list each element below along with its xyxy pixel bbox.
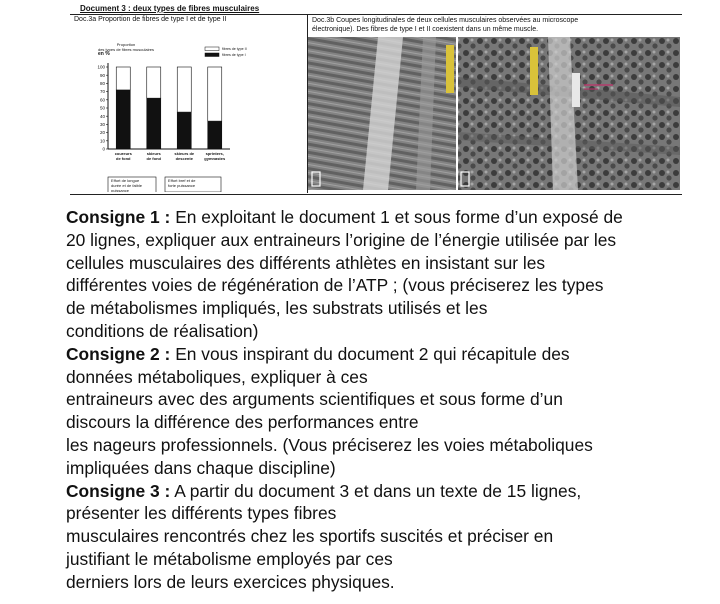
- consigne-2-line: données métaboliques, expliquer à ces: [66, 366, 368, 387]
- consigne-3-line: présenter les différents types fibres: [66, 503, 337, 524]
- micrograph-photos: [308, 37, 680, 192]
- y-axis-label: Proportion: [116, 42, 136, 47]
- consigne-1-line: conditions de réalisation): [66, 320, 259, 341]
- consigne-2-first-line: [66, 343, 706, 366]
- y-tick-label: 30: [99, 122, 105, 127]
- x-tick-label: sprinters,: [205, 151, 224, 156]
- x-tick-label: de fond: [116, 156, 131, 161]
- x-tick-label: coureurs: [114, 151, 132, 156]
- consignes-text: [66, 206, 706, 594]
- y-tick-label: 100: [97, 64, 105, 70]
- x-tick-label: gymnastes: [204, 156, 226, 161]
- legend-label: fibres de type II: [222, 47, 247, 52]
- bar-type-1: [177, 112, 191, 149]
- consigne-2-line: impliquées dans chaque discipline): [66, 457, 336, 478]
- bar-type-2: [147, 67, 161, 98]
- bar-type-2: [208, 67, 222, 121]
- doc3b-caption: [312, 16, 678, 34]
- y-axis-label: des types de fibres musculaires: [97, 47, 155, 52]
- y-tick-label: 80: [99, 81, 105, 86]
- y-tick-label: 60: [99, 97, 105, 103]
- x-tick-label: de fond: [146, 156, 161, 161]
- consigne-2-label: Consigne 2 :: [66, 343, 171, 364]
- consigne-1-first-line: [66, 206, 706, 229]
- annotation-text: Effort bref et de: [168, 178, 196, 183]
- consigne-3-first-line: [66, 480, 706, 503]
- y-tick-label: 20: [99, 130, 105, 136]
- annotation-text: Effort de longue: [111, 178, 140, 183]
- y-axis-unit: en %: [98, 51, 110, 57]
- annotation-text: forte puissance: [168, 183, 196, 188]
- bar-type-2: [116, 67, 130, 90]
- consigne-1-line: différentes voies de régénération de l’ATP ; (vous préciserez les types: [66, 275, 604, 296]
- consigne-2-text: En vous inspirant du document 2 qui récapitule des: [170, 343, 570, 364]
- y-tick-label: 50: [99, 105, 105, 111]
- legend-label: fibres de type I: [222, 53, 246, 58]
- y-tick-label: 40: [99, 113, 105, 119]
- consigne-1-line: cellules musculaires des différents athlètes en insistant sur les: [66, 252, 546, 273]
- y-tick-label: 90: [99, 72, 105, 78]
- annotation-text: durée et de faible: [111, 183, 142, 188]
- y-tick-label: 0: [102, 146, 105, 152]
- doc3b-caption-line: Doc.3b Coupes longitudinales de deux cellules musculaires observées au microscope: [312, 17, 579, 24]
- fiber-proportion-chart: [70, 26, 306, 192]
- consigne-1-line: de métabolismes impliqués, les substrats utilisés et les: [66, 298, 488, 319]
- consigne-1-label: Consigne 1 :: [66, 207, 171, 227]
- consigne-2-line: entraineurs avec des arguments scientifiques et sous forme d’un: [66, 389, 563, 410]
- x-tick-label: descente: [175, 156, 193, 161]
- bar-type-1: [147, 98, 161, 149]
- y-tick-label: 10: [99, 138, 105, 144]
- consigne-2-line: discours la différence des performances entre: [66, 412, 419, 433]
- bar-type-1: [208, 121, 222, 149]
- bar-type-1: [116, 90, 130, 149]
- consigne-3-line: musculaires rencontrés chez les sportifs suscités et préciser en: [66, 526, 554, 547]
- legend-swatch: [205, 47, 219, 51]
- y-tick-label: 70: [99, 89, 105, 95]
- micrograph-type-1: [308, 37, 456, 190]
- bar-type-2: [177, 67, 191, 112]
- x-tick-label: skieurs: [146, 151, 161, 156]
- consigne-3-line: derniers lors de leurs exercices physiques.: [66, 571, 395, 592]
- document-title: Document 3 : deux types de fibres musculaires: [80, 4, 260, 13]
- consigne-1-line: 20 lignes, expliquer aux entraineurs l’origine de l’énergie utilisée par les: [66, 229, 617, 250]
- annotation-text: puissance: [111, 188, 130, 192]
- micrograph-type-2: [458, 37, 680, 190]
- consigne-1-text: En exploitant le document 1 et sous forme d’un exposé de: [170, 207, 623, 227]
- x-tick-label: skieurs de: [174, 151, 195, 156]
- doc3a-caption: Doc.3a Proportion de fibres de type I et de type II: [74, 16, 227, 23]
- document-3-panel: [70, 4, 682, 193]
- consigne-2-line: les nageurs professionnels. (Vous préciserez les voies métaboliques: [66, 434, 593, 455]
- consigne-3-line: justifiant le métabolisme employés par ces: [66, 548, 393, 569]
- doc3b-caption-line: électronique). Des fibres de type I et II coexistent dans un même muscle.: [312, 26, 539, 33]
- consigne-3-label: Consigne 3 :: [66, 480, 171, 501]
- legend-swatch: [205, 53, 219, 57]
- consigne-3-text: A partir du document 3 et dans un texte de 15 lignes,: [170, 480, 582, 501]
